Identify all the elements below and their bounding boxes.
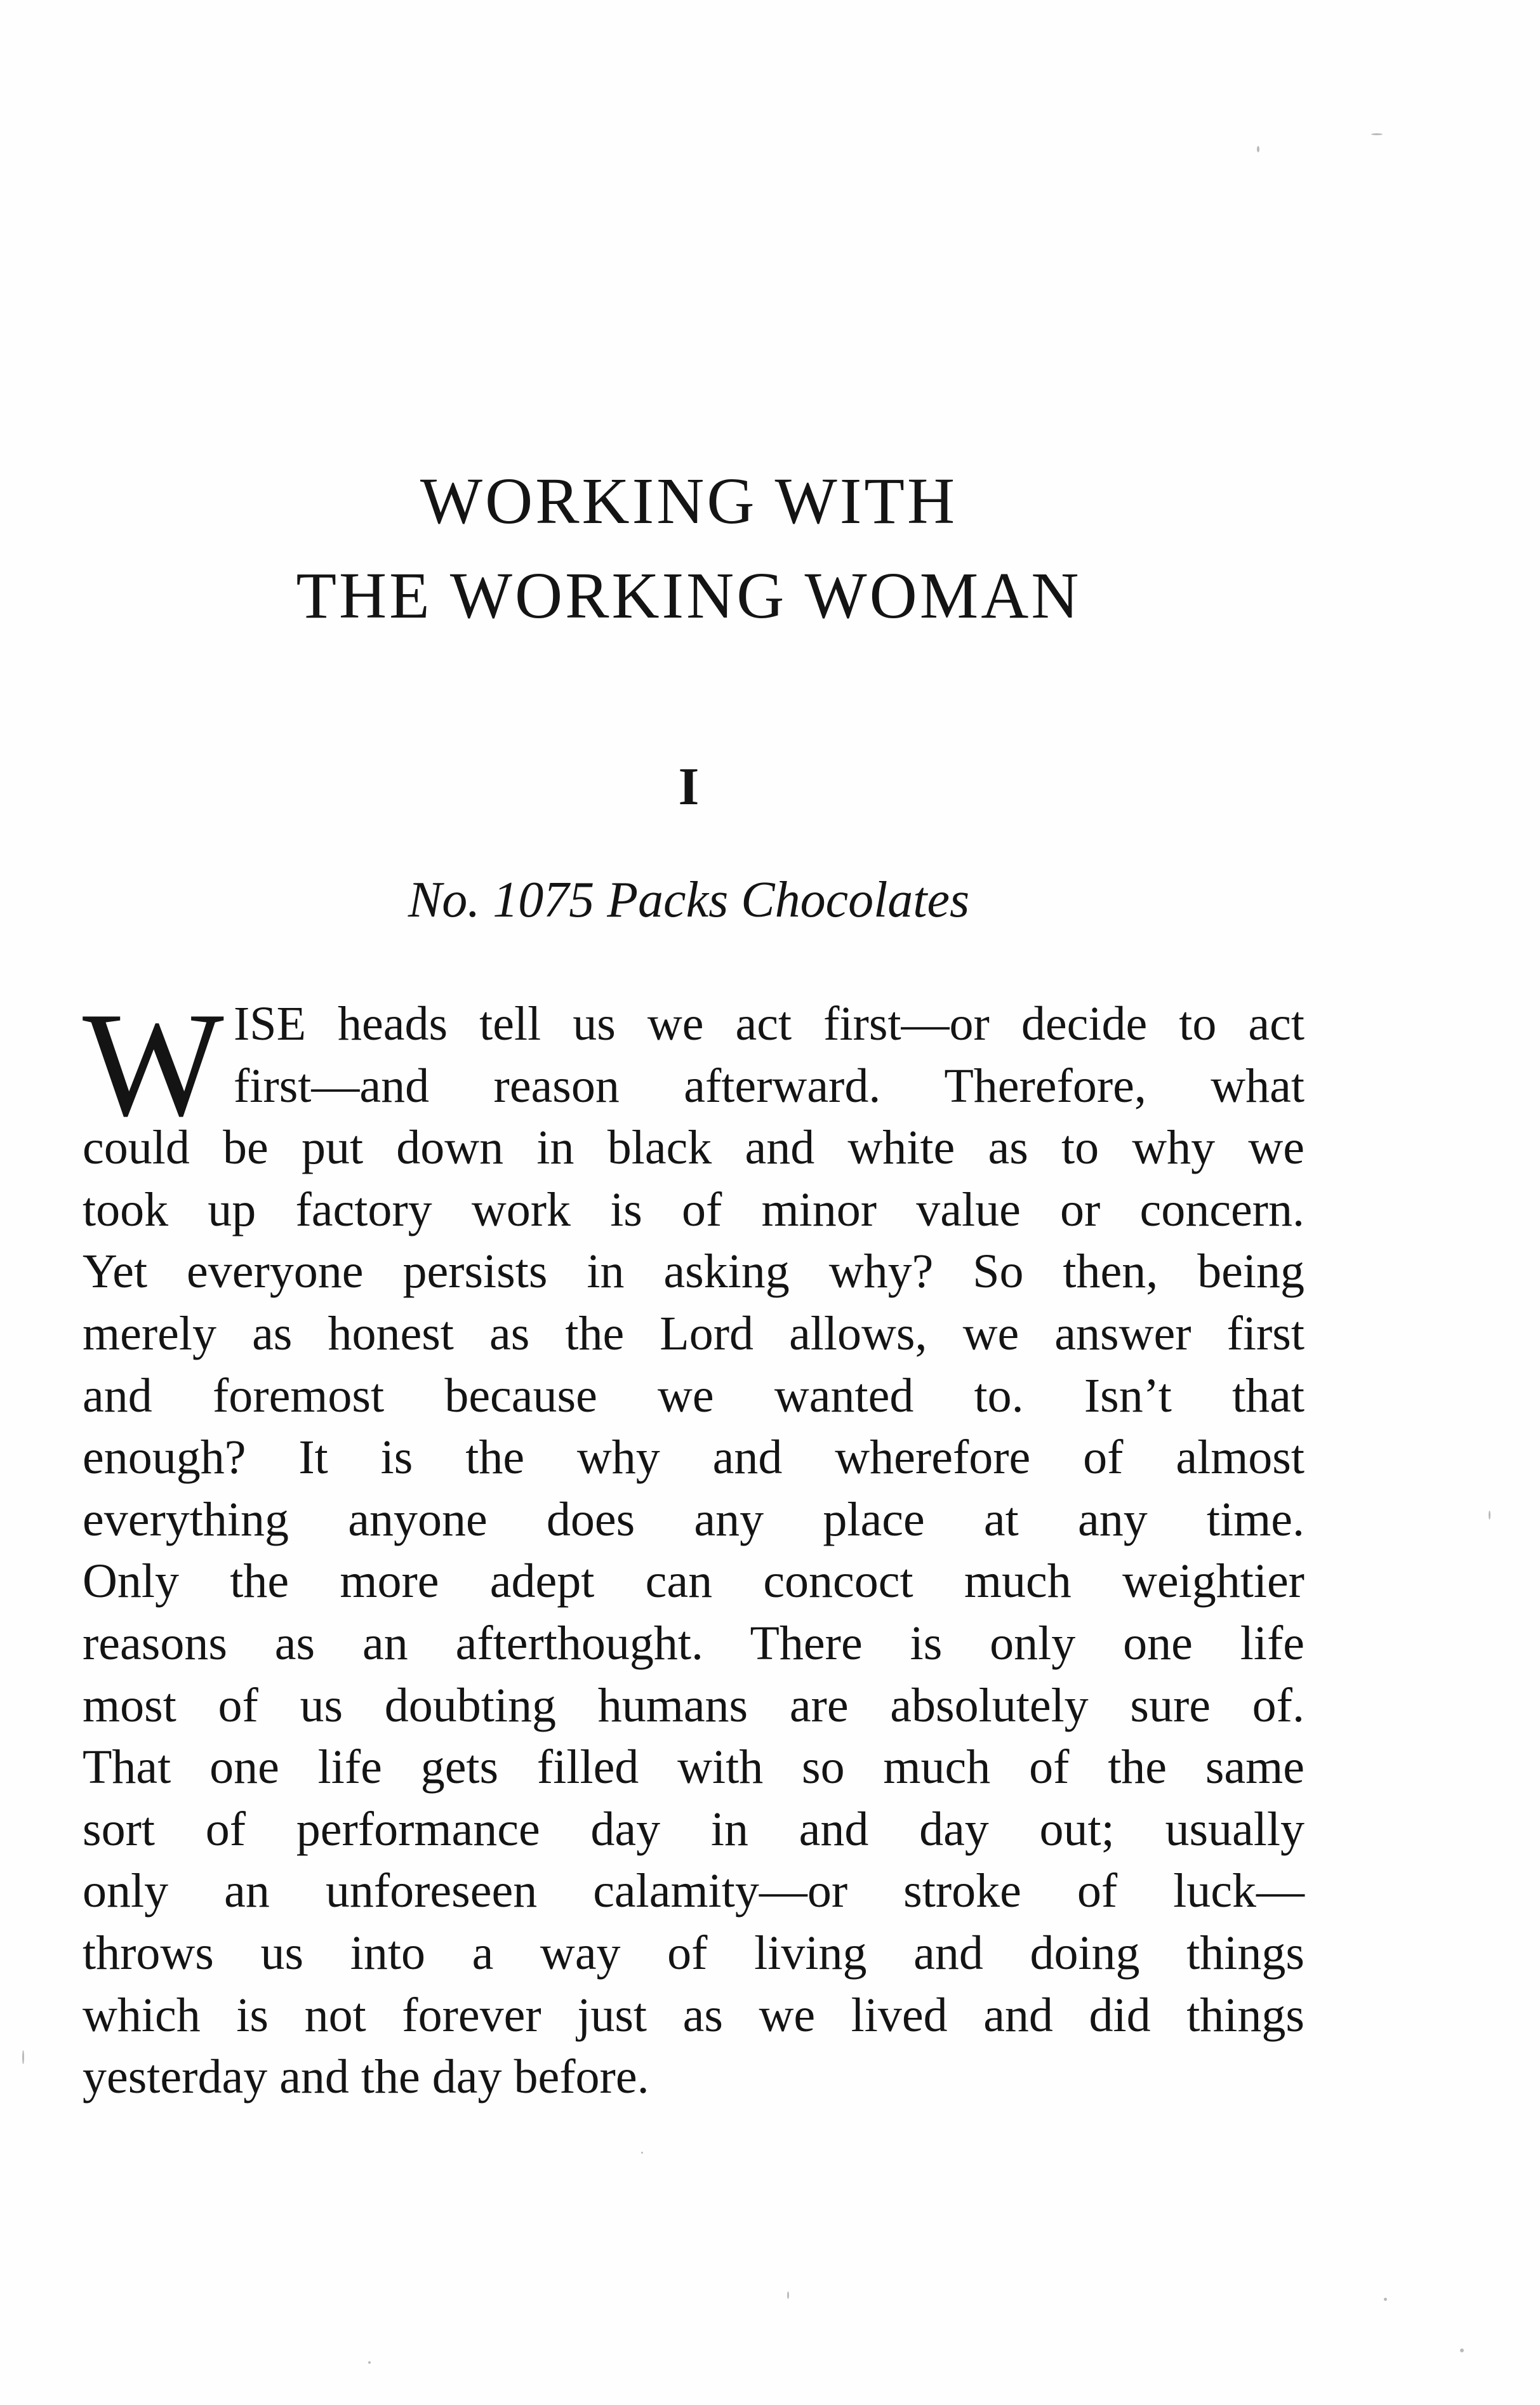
scan-speck [1257,146,1259,152]
paragraph-line: That one life gets filled with so much of the same [83,1740,1304,1794]
body-paragraph [83,993,1304,2109]
paragraph-line: most of us doubting humans are absolutely sure of. [83,1678,1304,1732]
scan-speck [1371,133,1383,135]
paragraph-line: sort of performance day in and day out; usually [83,1802,1304,1856]
paragraph-line: reasons as an afterthought. There is only one life [83,1616,1304,1670]
scan-speck [1384,2298,1387,2301]
chapter-number: I [678,757,700,816]
scan-speck [1489,1511,1490,1520]
scan-speck [22,2050,24,2064]
paragraph-line: Yet everyone persists in asking why? So then, being [83,1245,1304,1299]
paragraph-line: first—and reason afterward. Therefore, what [234,1059,1304,1113]
paragraph-line: enough? It is the why and wherefore of almost [83,1431,1304,1485]
paragraph-line: Only the more adept can concoct much weightier [83,1554,1304,1608]
paragraph-line: took up factory work is of minor value or concern. [83,1183,1304,1236]
paragraph-line: merely as honest as the Lord allows, we answer first [83,1306,1304,1360]
paragraph-line: only an unforeseen calamity—or stroke of luck— [83,1864,1304,1918]
paragraph-line: and foremost because we wanted to. Isn’t that [83,1368,1304,1422]
page-title-line-1: WORKING WITH [420,465,958,538]
paragraph-line: ISE heads tell us we act first—or decide to act [234,997,1304,1050]
drop-cap-letter: W [83,982,224,1148]
scan-speck [368,2361,371,2364]
chapter-subtitle: No. 1075 Packs Chocolates [408,872,970,928]
scan-speck [641,2152,643,2154]
paragraph-line: yesterday and the day before. [83,2050,649,2104]
paragraph-line: everything anyone does any place at any time. [83,1492,1304,1546]
paragraph-line: which is not forever just as we lived and did things [83,1988,1304,2042]
paragraph-line: could be put down in black and white as to why we [83,1121,1304,1175]
scan-speck [1460,2349,1464,2352]
scan-speck [787,2291,789,2299]
paragraph-line: throws us into a way of living and doing things [83,1926,1304,1980]
page-title-line-2: THE WORKING WOMAN [296,559,1082,632]
